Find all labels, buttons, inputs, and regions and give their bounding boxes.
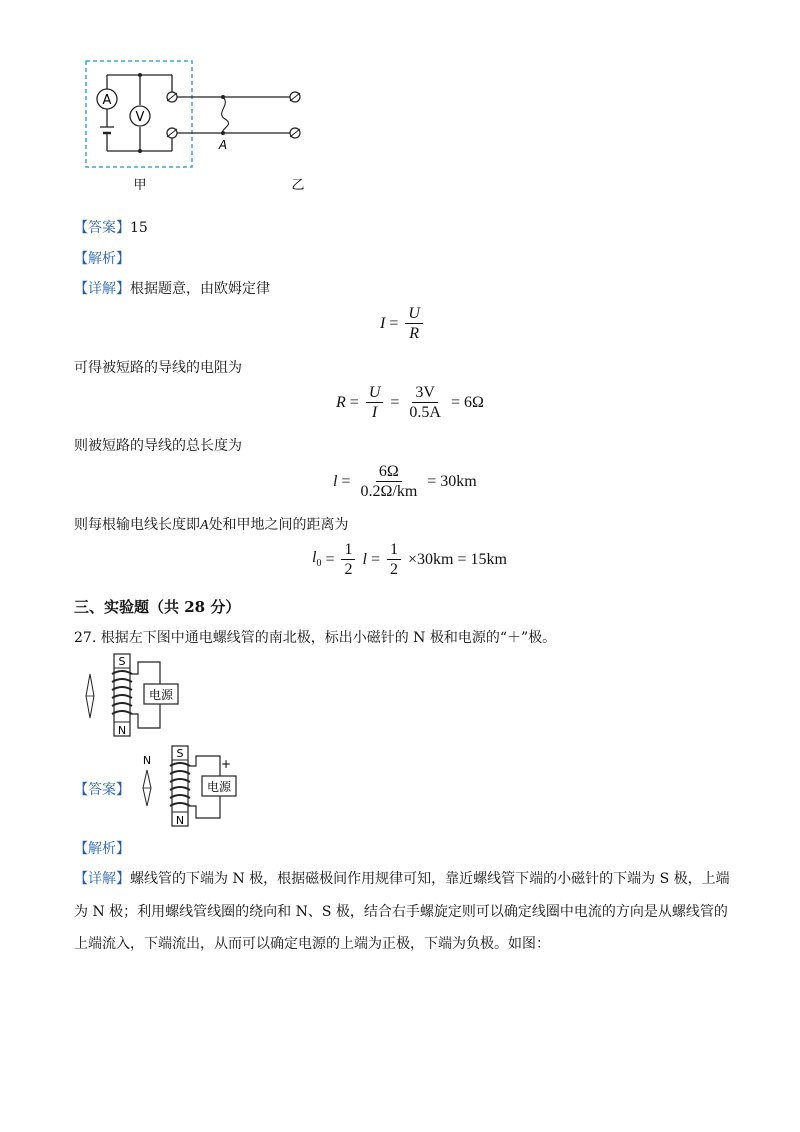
answer-1 xyxy=(74,217,148,237)
point-a-label: A xyxy=(218,138,228,152)
analysis-2-tag: 【解析】 xyxy=(74,841,130,857)
formula-half-length: $l_0$ = $\frac{1}{2}$ l = $\frac{1}{2}$ ×30km = 15km xyxy=(312,541,507,578)
analysis-tag: 【解析】 xyxy=(74,251,130,267)
label-jia: 甲 xyxy=(133,178,147,193)
formula-length: l = $\frac{6\Omega}{0.2\Omega/km}$ = 30km xyxy=(333,463,477,500)
detail-2-line1: 【详解】螺线管的下端为 N 极，根据磁极间作用规律可知，靠近螺线管下端的小磁针的下端为 S 极，上端 xyxy=(74,871,730,887)
detail-1-line3: 则被短路的导线的总长度为 xyxy=(74,438,242,454)
answer-bottom-pole: N xyxy=(175,814,185,827)
answer-top-pole: S xyxy=(176,747,184,760)
section-title: 三、实验题（共 28 分） xyxy=(74,598,241,616)
label-yi: 乙 xyxy=(291,178,305,193)
ammeter-label: A xyxy=(102,93,112,108)
power-source-label: 电源 xyxy=(148,688,174,702)
answer-value: 15 xyxy=(130,220,148,236)
detail-1-line4: 则每根输电线长度即A处和甲地之间的距离为 xyxy=(74,517,349,533)
formula-resistance: R = $\frac{U}{I}$ = $\frac{3V}{0.5A}$ = 6Ω xyxy=(336,384,484,421)
detail-2-line2: 为 N 极；利用螺线管线圈的绕向和 N、S 极，结合右手螺旋定则可以确定线圈中电流的方向是从螺线管的 xyxy=(74,904,728,920)
detail-1-line2: 可得被短路的导线的电阻为 xyxy=(74,360,242,376)
solenoid-question-figure xyxy=(80,652,190,740)
solenoid-answer-figure xyxy=(138,744,268,829)
solenoid-bottom-pole: N xyxy=(117,724,127,737)
circuit-diagram-jia-yi xyxy=(80,55,320,195)
formula-ohm: I = $\frac{U}{R}$ xyxy=(380,304,426,343)
power-source-label: 电源 xyxy=(206,780,232,794)
solenoid-top-pole: S xyxy=(118,655,126,668)
detail-tag: 【详解】 xyxy=(74,281,130,297)
answer-tag: 【答案】 xyxy=(74,220,130,236)
question-27-text: 27. 根据左下图中通电螺线管的南北极，标出小磁针的 N 极和电源的“＋”极。 xyxy=(74,630,557,646)
voltmeter-label: V xyxy=(135,110,145,125)
detail-2-line3: 上端流入，下端流出，从而可以确定电源的上端为正极，下端为负极。如图： xyxy=(74,936,550,952)
answer-2-tag: 【答案】 xyxy=(74,782,130,798)
plus-label: + xyxy=(220,757,232,771)
needle-n-label: N xyxy=(142,754,152,767)
detail-1-intro: 【详解】根据题意，由欧姆定律 xyxy=(74,281,270,297)
